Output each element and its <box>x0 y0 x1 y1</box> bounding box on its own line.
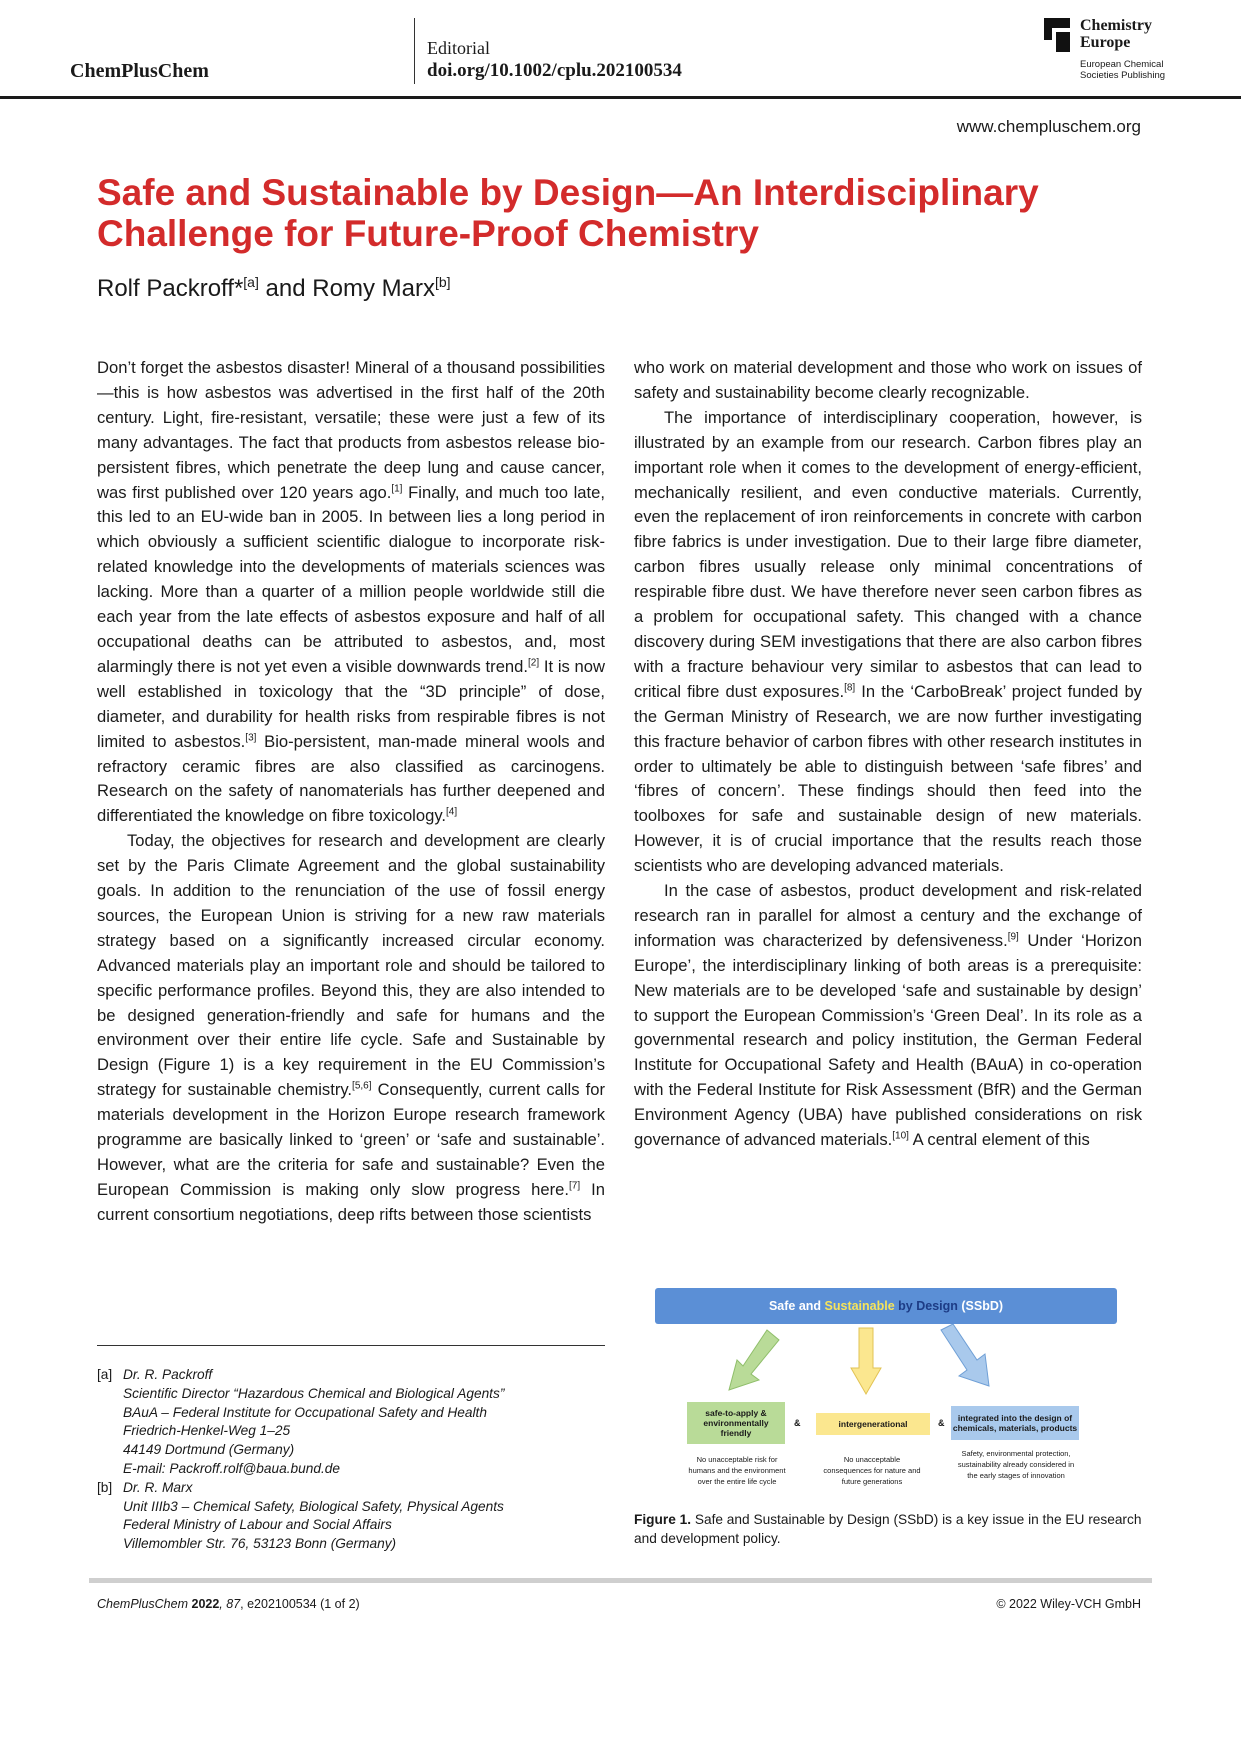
affiliation-a <box>97 1366 617 1479</box>
footer-citation <box>97 1597 360 1611</box>
affiliation-email[interactable]: E-mail: Packroff.rolf@baua.bund.de <box>123 1460 341 1476</box>
note-no-risk: No unacceptable risk for humans and the environment over the entire life cycle <box>688 1455 786 1486</box>
text-run: Under ‘Horizon Europe’, the interdisciplinary linking of both areas is a prerequisite: New materials are to be developed ‘safe and sustainable by design’ to support the European Commission’s ‘Green Deal’. In its role as a governmental research and policy institution, the German Federal Institute for Occupational Safety and Health (BAuA) in co-operation with the Federal Institute for Risk Assessment (BfR) and the German Environment Agency (UBA) have published considerations on risk governance of advanced materials. <box>634 930 1142 1150</box>
citation-ref[interactable]: [10] <box>892 1130 909 1142</box>
citation-ref[interactable]: [4] <box>446 806 458 818</box>
header-rule <box>0 96 1241 99</box>
affiliation-line: Friedrich-Henkel-Weg 1–25 <box>123 1423 291 1439</box>
banner-and: and <box>795 1299 825 1313</box>
paragraph <box>634 356 1142 406</box>
citation-ref[interactable]: [2] <box>528 657 540 669</box>
note-no-consequences: No unacceptable consequences for nature and future generations <box>823 1455 921 1486</box>
text-run: who work on material development and those who work on issues of safety and sustainability become clearly recognizable. <box>634 358 1142 402</box>
figure-arrows <box>655 1324 1117 1396</box>
affiliation-line: Villemombler Str. 76, 53123 Bonn (Germany) <box>123 1536 397 1552</box>
footer-year: 2022 <box>188 1597 220 1611</box>
affiliation-key: [b] <box>97 1479 113 1495</box>
paragraph <box>97 829 605 1228</box>
text-run: In the case of asbestos, product development and risk-related research ran in parallel for almost a century and the exchange of information was characterized by defensiveness. <box>634 881 1142 950</box>
publisher-sub-line2: Societies Publishing <box>1080 70 1166 81</box>
article-title: Safe and Sustainable by Design—An Interdisciplinary Challenge for Future-Proof Chemistry <box>97 172 1039 254</box>
chemistry-europe-logo-icon <box>1044 18 1070 52</box>
banner-safe: Safe <box>768 1299 796 1313</box>
affiliation-line: Dr. R. Packroff <box>123 1367 213 1382</box>
publisher-title-line1: Chemistry <box>1080 17 1152 34</box>
affiliation-line: Dr. R. Marx <box>123 1479 193 1495</box>
affiliation-line: Federal Ministry of Labour and Social Affairs <box>123 1517 392 1533</box>
footer-journal: ChemPlusChem <box>97 1597 189 1611</box>
text-run: Consequently, current calls for materials development in the Horizon Europe research framework programme are basically linked to ‘green’ or ‘safe and sustainable’. However, what are the criteria for safe and sustainable? Even the European Commission is making only slow progress here. <box>97 1080 606 1199</box>
citation-ref[interactable]: [5,6] <box>352 1080 372 1092</box>
affiliation-b <box>97 1479 617 1554</box>
affiliation-key: [a] <box>97 1367 113 1382</box>
publisher-title-line2: Europe <box>1080 34 1131 51</box>
body-column-left <box>97 356 605 1228</box>
affiliation-line: 44149 Dortmund (Germany) <box>123 1442 295 1458</box>
header-divider <box>414 18 415 84</box>
banner-abbrev: (SSbD) <box>957 1299 1004 1313</box>
publisher-logo-title <box>1080 17 1152 51</box>
citation-ref[interactable]: [3] <box>245 732 257 744</box>
text-run: Bio-persistent, man-made mineral wools and refractory ceramic fibres are also classified as carcinogens. Research on the safety of nanomaterials has further deepened and differentiated the knowledge on fibre toxicology. <box>97 731 605 826</box>
citation-ref[interactable]: [9] <box>1007 931 1019 943</box>
author-line <box>97 274 451 303</box>
text-run: Finally, and much too late, this led to an EU-wide ban in 2005. In between lies a long period in which obviously a sufficient scientific dialogue to incorporate risk-related knowledge into the developments of materials sciences was lacking. More than a quarter of a million people worldwide still die each year from the late effects of asbestos exposure and half of all occupational deaths can be attributed to asbestos, and, most alarmingly there is not yet even a visible downwards trend. <box>97 482 605 676</box>
paragraph <box>634 879 1142 1153</box>
box-safe-to-apply: safe-to-apply & environmentally friendly <box>687 1402 785 1444</box>
footer-copyright: © 2022 Wiley-VCH GmbH <box>996 1597 1141 1611</box>
arrow-yellow-icon <box>851 1328 881 1394</box>
banner-sustainable: Sustainable <box>824 1299 895 1313</box>
website-link[interactable]: www.chempluschem.org <box>956 117 1141 136</box>
section-label: Editorial <box>427 38 490 58</box>
text-run: The importance of interdisciplinary cooperation, however, is illustrated by an example from our research. Carbon fibres play an important role when it comes to the development of energy-efficient, mechanically resilient, and even conductive materials. Currently, even the replacement of iron reinforcements in concrete with carbon fibre fabrics is under investigation. Due to their large fibre diameter, carbon fibres usually release only minimal concentrations of respirable fibre dust. We have therefore never seen carbon fibres as a problem for occupational safety. This changed with a chance discovery during SEM investigations that there are also carbon fibres with a fracture behaviour very similar to asbestos that can lead to critical fibre dust exposures. <box>634 407 1142 701</box>
ampersand-1: & <box>794 1418 801 1428</box>
box-integrated-design: integrated into the design of chemicals, materials, products <box>951 1406 1079 1440</box>
footer-volume: , 87 <box>219 1597 241 1611</box>
author-2-affiliation[interactable]: [b] <box>434 274 451 290</box>
footer-rule <box>89 1578 1152 1583</box>
paragraph <box>97 356 605 829</box>
text-run: In the ‘CarboBreak’ project funded by the German Ministry of Research, we are now further investigating this fracture behavior of carbon fibres with other research institutes in order to ultimately be able to distinguish between ‘safe fibres’ and ‘fibres of concern’. These findings should then feed into the toolboxes for safe and sustainable design of new materials. However, it is of crucial importance that the results reach those scientists who are developing advanced materials. <box>634 681 1142 876</box>
body-column-right <box>634 356 1142 1153</box>
ampersand-2: & <box>938 1418 945 1428</box>
citation-ref[interactable]: [7] <box>569 1180 581 1192</box>
text-run: In current consortium negotiations, deep rifts between those scientists <box>97 1179 605 1224</box>
banner-by-design: by Design <box>894 1299 958 1313</box>
paragraph <box>634 406 1142 879</box>
box-intergenerational: intergenerational <box>816 1413 930 1435</box>
publisher-logo-subtitle <box>1080 59 1165 81</box>
doi-link[interactable]: doi.org/10.1002/cplu.202100534 <box>427 60 682 81</box>
affiliations <box>97 1366 617 1554</box>
figure-1 <box>655 1288 1117 1498</box>
affiliation-line: Scientific Director “Hazardous Chemical and Biological Agents” <box>123 1385 505 1401</box>
text-run: Today, the objectives for research and development are clearly set by the Paris Climate Agreement and the global sustainability goals. In addition to the renunciation of the use of fossil energy sources, the European Union is striving for a new raw materials strategy based on a significantly increased circular economy. Advanced materials play an important role and should be tailored to specific performance profiles. Beyond this, they are also intended to be designed generation-friendly and safe for humans and the environment over their entire life cycle. Safe and Sustainable by Design (Figure 1) is a key requirement in the EU Commission’s strategy for sustainable chemistry. <box>97 831 605 1100</box>
citation-ref[interactable]: [8] <box>844 682 856 694</box>
arrow-green-icon <box>729 1330 779 1390</box>
note-safety-early: Safety, environmental protection, sustainability already considered in the early stages of innovation <box>957 1449 1075 1480</box>
journal-name: ChemPlusChem <box>70 60 209 82</box>
affiliation-line: Unit IIIb3 – Chemical Safety, Biological Safety, Physical Agents <box>123 1498 504 1514</box>
footer-article-id: , e202100534 (1 of 2) <box>240 1597 360 1611</box>
author-1: Rolf Packroff* <box>97 275 244 302</box>
text-run: A central element of this <box>908 1130 1090 1150</box>
author-1-affiliation[interactable]: [a] <box>243 274 259 290</box>
publisher-sub-line1: European Chemical <box>1080 59 1164 70</box>
text-run: It is now well established in toxicology that the “3D principle” of dose, diameter, and durability for health risks from respirable fibres is not limited to asbestos. <box>97 656 605 751</box>
affiliation-line: BAuA – Federal Institute for Occupational Safety and Health <box>123 1404 487 1420</box>
text-run: Don’t forget the asbestos disaster! Mineral of a thousand possibilities—this is how asbestos was advertised in the first half of the 20th century. Light, fire-resistant, versatile; these were just a few of its many advantages. The fact that products from asbestos release bio-persistent fibres, which penetrate the deep lung and cause cancer, was first published over 120 years ago. <box>97 358 605 502</box>
footnote-rule <box>97 1345 605 1346</box>
caption-text: Safe and Sustainable by Design (SSbD) is a key issue in the EU research and development policy. <box>634 1512 1142 1546</box>
arrow-blue-icon <box>941 1324 989 1386</box>
ssbd-banner <box>655 1288 1117 1324</box>
author-and: and <box>258 275 313 302</box>
caption-label: Figure 1. <box>634 1512 692 1527</box>
author-2: Romy Marx <box>312 275 435 302</box>
figure-caption <box>634 1510 1142 1548</box>
citation-ref[interactable]: [1] <box>391 483 403 494</box>
